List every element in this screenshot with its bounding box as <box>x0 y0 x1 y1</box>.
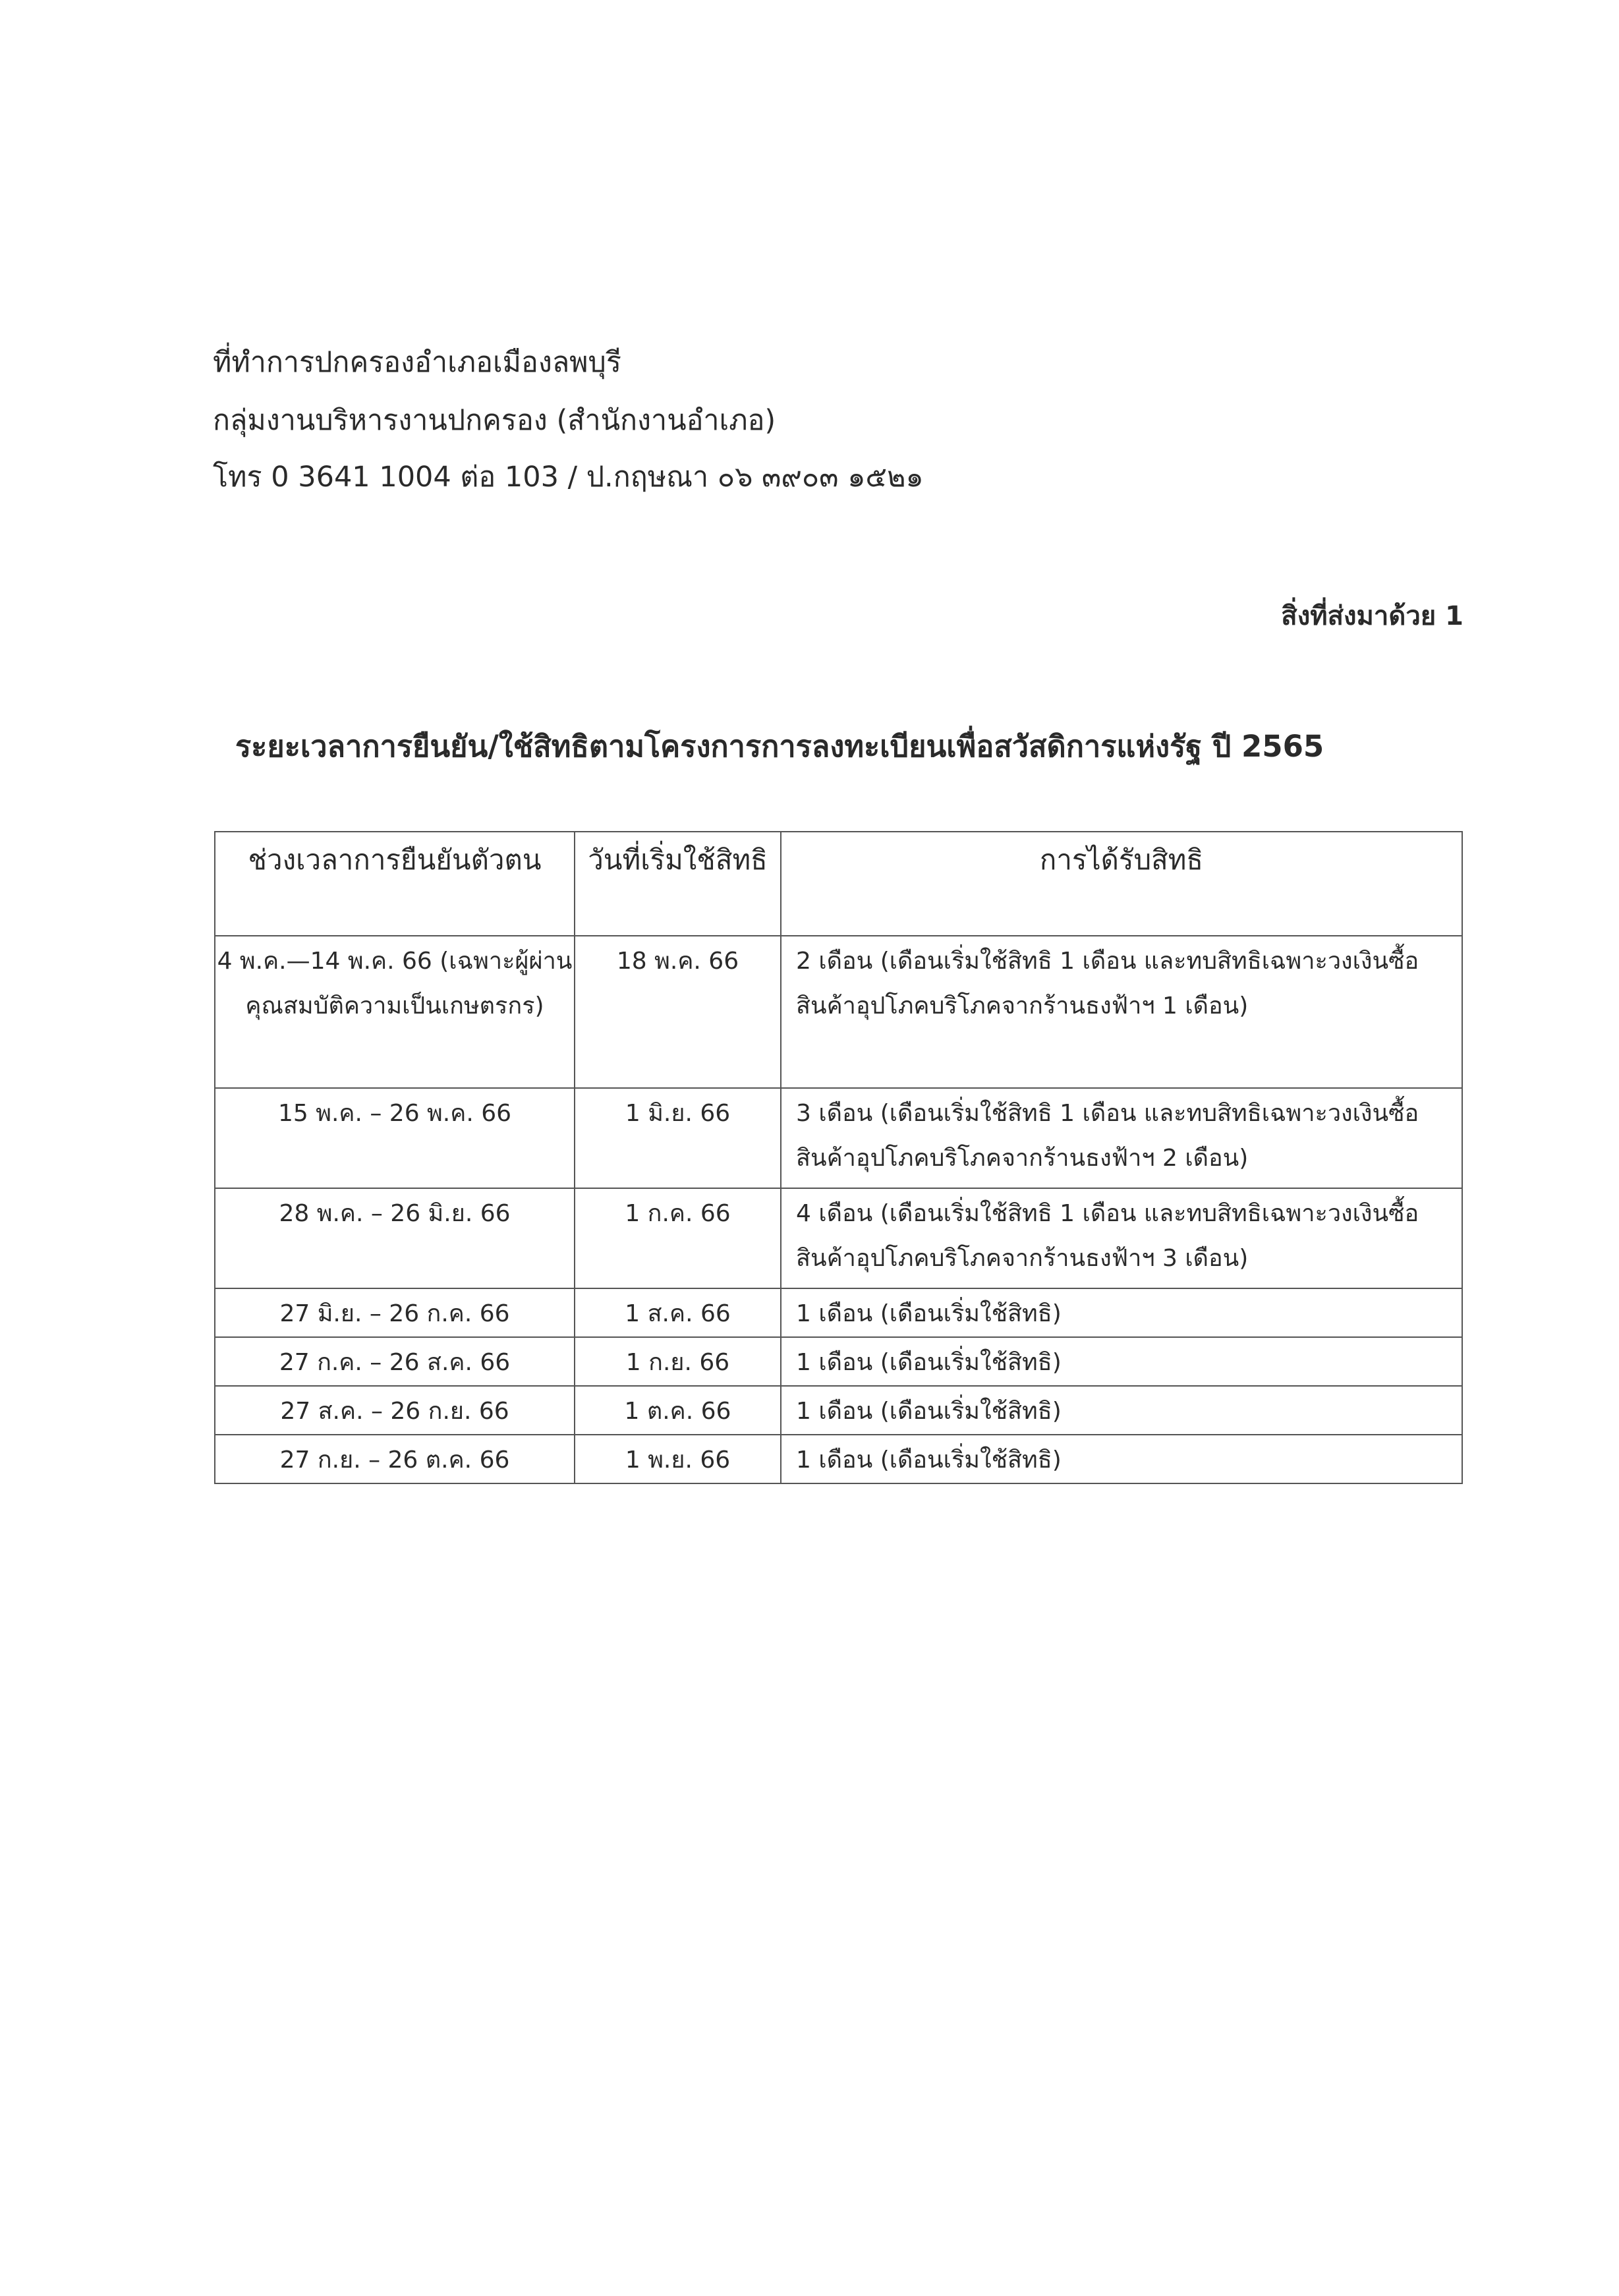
period-cell: 15 พ.ค. – 26 พ.ค. 66 <box>215 1088 575 1188</box>
period-cell: 27 ก.ค. – 26 ส.ค. 66 <box>215 1337 575 1386</box>
benefit-cell: 1 เดือน (เดือนเริ่มใช้สิทธิ) <box>781 1337 1462 1386</box>
table-row <box>215 1386 1462 1435</box>
period-cell: 4 พ.ค.—14 พ.ค. 66 (เฉพาะผู้ผ่านคุณสมบัติความเป็นเกษตรกร) <box>215 936 575 1088</box>
header-start-date: วันที่เริ่มใช้สิทธิ <box>575 832 781 936</box>
period-cell: 27 ก.ย. – 26 ต.ค. 66 <box>215 1435 575 1483</box>
table-row <box>215 1288 1462 1337</box>
benefit-cell: 1 เดือน (เดือนเริ่มใช้สิทธิ) <box>781 1386 1462 1435</box>
benefit-cell: 3 เดือน (เดือนเริ่มใช้สิทธิ 1 เดือน และทบสิทธิเฉพาะวงเงินซื้อสินค้าอุปโภคบริโภคจากร้านธงฟ้าฯ 2 เดือน) <box>781 1088 1462 1188</box>
office-contact: โทร 0 3641 1004 ต่อ 103 / ป.กฤษณา ๐๖ ๓๙๐๓ ๑๕๒๑ <box>213 461 924 494</box>
start-date-cell: 1 มิ.ย. 66 <box>575 1088 781 1188</box>
benefit-cell: 1 เดือน (เดือนเริ่มใช้สิทธิ) <box>781 1435 1462 1483</box>
schedule-table <box>214 831 1463 1484</box>
start-date-cell: 1 ก.ย. 66 <box>575 1337 781 1386</box>
start-date-cell: 18 พ.ค. 66 <box>575 936 781 1088</box>
table-row <box>215 936 1462 1088</box>
table-header-row <box>215 832 1462 936</box>
table-row <box>215 1188 1462 1288</box>
table-row <box>215 1337 1462 1386</box>
period-cell: 27 มิ.ย. – 26 ก.ค. 66 <box>215 1288 575 1337</box>
start-date-cell: 1 ก.ค. 66 <box>575 1188 781 1288</box>
start-date-cell: 1 พ.ย. 66 <box>575 1435 781 1483</box>
benefit-cell: 1 เดือน (เดือนเริ่มใช้สิทธิ) <box>781 1288 1462 1337</box>
benefit-cell: 4 เดือน (เดือนเริ่มใช้สิทธิ 1 เดือน และทบสิทธิเฉพาะวงเงินซื้อสินค้าอุปโภคบริโภคจากร้านธงฟ้าฯ 3 เดือน) <box>781 1188 1462 1288</box>
period-cell: 28 พ.ค. – 26 มิ.ย. 66 <box>215 1188 575 1288</box>
document-title: ระยะเวลาการยืนยัน/ใช้สิทธิตามโครงการการลงทะเบียนเพื่อสวัสดิการแห่งรัฐ ปี 2565 <box>235 729 1324 764</box>
start-date-cell: 1 ต.ค. 66 <box>575 1386 781 1435</box>
table-row <box>215 1088 1462 1188</box>
start-date-cell: 1 ส.ค. 66 <box>575 1288 781 1337</box>
enclosure-label: สิ่งที่ส่งมาด้วย 1 <box>1281 601 1463 631</box>
period-cell: 27 ส.ค. – 26 ก.ย. 66 <box>215 1386 575 1435</box>
header-period: ช่วงเวลาการยืนยันตัวตน <box>215 832 575 936</box>
office-name: ที่ทำการปกครองอำเภอเมืองลพบุรี <box>213 346 621 379</box>
table-row <box>215 1435 1462 1483</box>
header-benefit: การได้รับสิทธิ <box>781 832 1462 936</box>
office-division: กลุ่มงานบริหารงานปกครอง (สำนักงานอำเภอ) <box>213 404 776 437</box>
benefit-cell: 2 เดือน (เดือนเริ่มใช้สิทธิ 1 เดือน และทบสิทธิเฉพาะวงเงินซื้อสินค้าอุปโภคบริโภคจากร้านธงฟ้าฯ 1 เดือน) <box>781 936 1462 1088</box>
